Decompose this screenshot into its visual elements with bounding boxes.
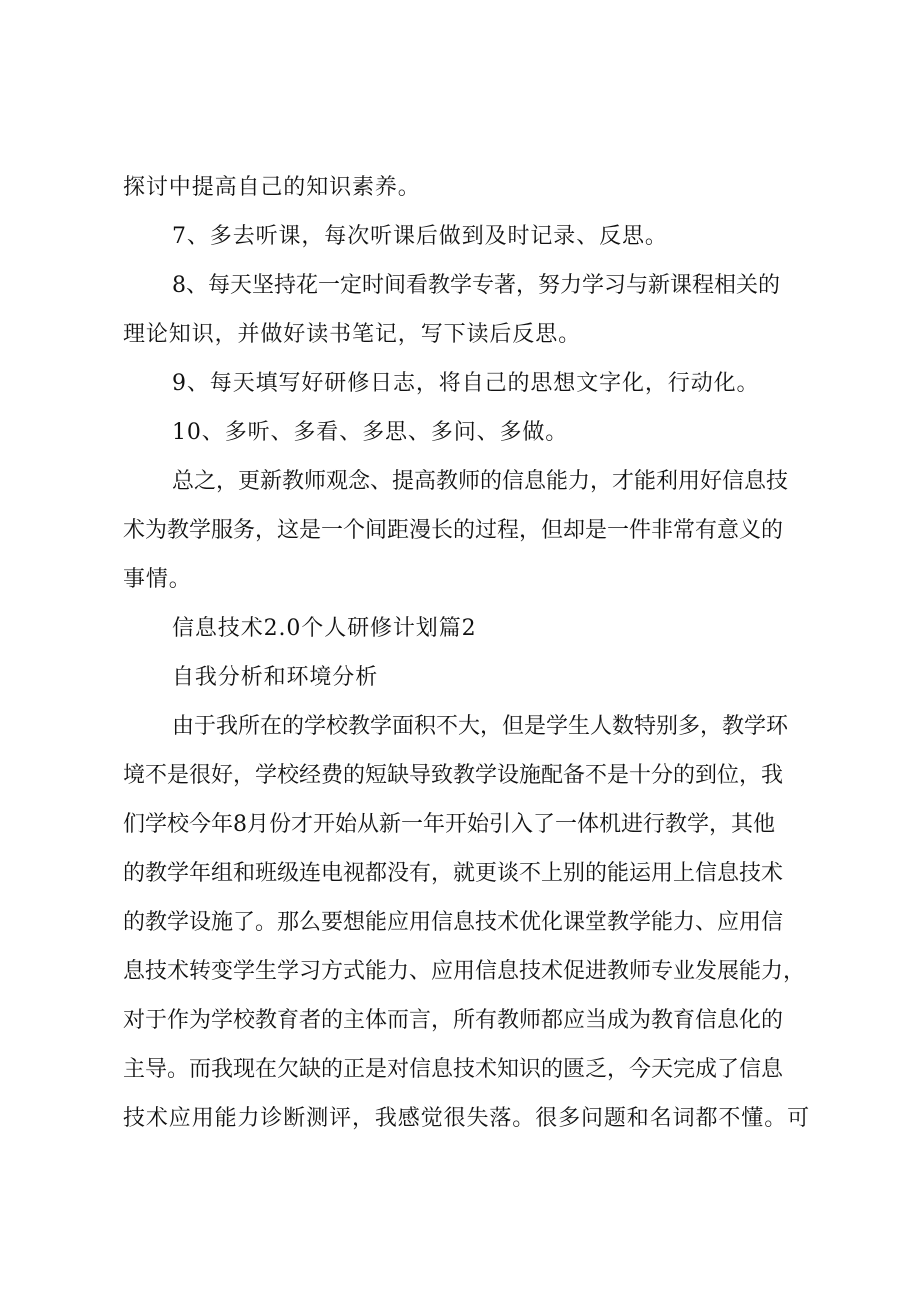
text-line: 术为教学服务，这是一个间距漫长的过程，但却是一件非常有意义的 [123, 518, 784, 543]
paragraph [123, 261, 823, 359]
text-line: 由于我所在的学校教学面积不大，但是学生人数特别多，教学环 [172, 714, 789, 739]
text-line: 们学校今年8月份才开始从新一年开始引入了一体机进行教学，其他 [123, 812, 775, 837]
paragraph [123, 408, 823, 457]
paragraph [123, 604, 823, 653]
paragraph [123, 359, 823, 408]
text-line: 事情。 [123, 567, 192, 592]
text-line: 息技术转变学生学习方式能力、应用信息技术促进教师专业发展能力， [123, 959, 806, 984]
text-line: 对于作为学校教育者的主体而言，所有教师都应当成为教育信息化的 [123, 1008, 784, 1033]
text-line: 7、多去听课，每次听课后做到及时记录、反思。 [172, 224, 668, 249]
text-line: 主导。而我现在欠缺的正是对信息技术知识的匮乏，今天完成了信息 [123, 1057, 784, 1082]
text-line: 信息技术2.0个人研修计划篇2 [172, 616, 477, 641]
text-line: 技术应用能力诊断测评，我感觉很失落。很多问题和名词都不懂。可 [123, 1106, 811, 1131]
text-line: 8、每天坚持花一定时间看教学专著，努力学习与新课程相关的 [172, 273, 780, 298]
paragraph [123, 163, 823, 212]
paragraph [123, 653, 823, 702]
text-line: 探讨中提高自己的知识素养。 [123, 175, 421, 200]
text-line: 总之，更新教师观念、提高教师的信息能力，才能利用好信息技 [172, 469, 789, 494]
text-line: 自我分析和环境分析 [172, 665, 379, 690]
paragraph [123, 702, 823, 1143]
text-line: 境不是很好，学校经费的短缺导致教学设施配备不是十分的到位，我 [123, 763, 784, 788]
paragraph [123, 457, 823, 604]
text-line: 的教学设施了。那么要想能应用信息技术优化课堂教学能力、应用信 [123, 910, 784, 935]
text-line: 理论知识，并做好读书笔记，写下读后反思。 [123, 322, 582, 347]
text-line: 10、多听、多看、多思、多问、多做。 [172, 420, 569, 445]
paragraph [123, 212, 823, 261]
document-body [123, 163, 823, 1143]
text-line: 9、每天填写好研修日志，将自己的思想文字化，行动化。 [172, 371, 760, 396]
text-line: 的教学年组和班级连电视都没有，就更谈不上别的能运用上信息技术 [123, 861, 784, 886]
